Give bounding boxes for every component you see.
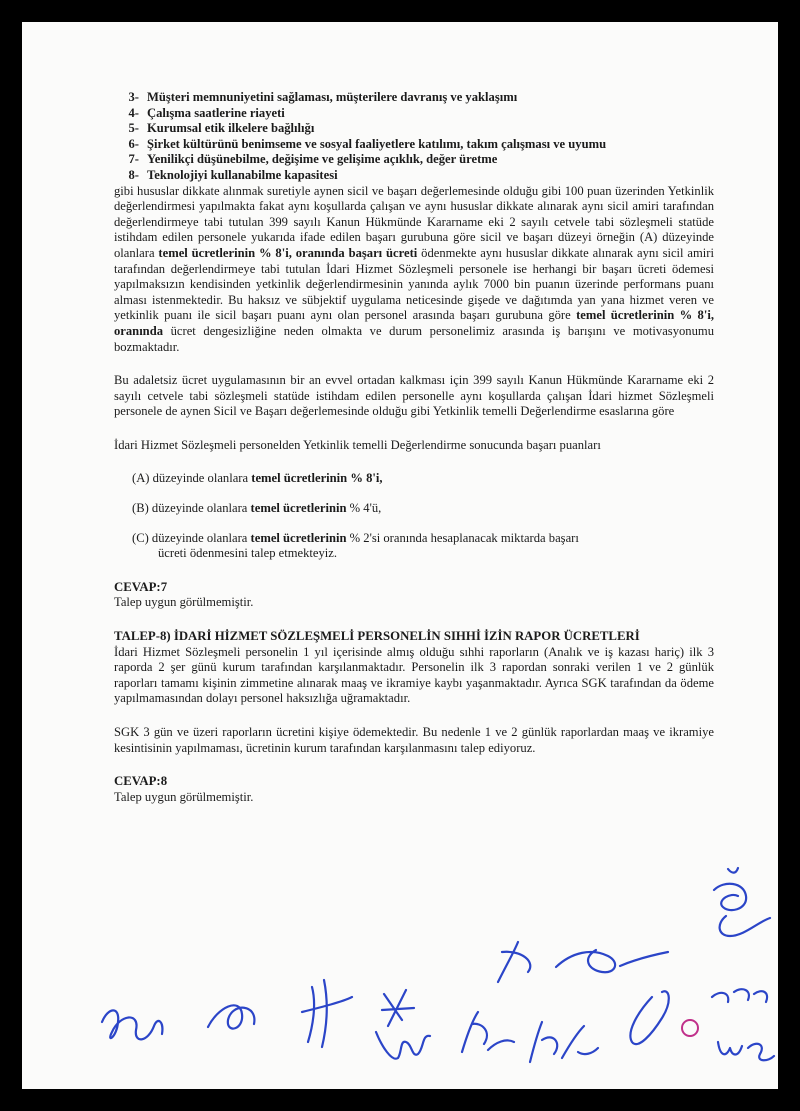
paragraph-evaluation: gibi hususlar dikkate alınmak suretiyle aynen sicil ve başarı değerlemesinde olduğu gibi 100 puan üzerinden Yetkinlik değerlendirmesi yapılmakta fakat aynı koşullarda çalışan ve aynı hususlar dikkate alınarak aynı sicil amiri tarafından değerlendirmeye tabi tutulan 399 sayılı Kanun Hükmünde Kararname eki 2 sayılı cetvele tabi sözleşmeli statüde istihdam edilen personele yukarıda ifade edilen başarı gurubuna göre sicil ve başarı düzeyi örneğin (A) düzeyinde olanlara temel ücretlerinin % 8'i, oranında başarı ücreti ödenmekte aynı hususlar dikkate alınarak aynı sicil amiri tarafından değerlendirmeye tabi tutulan İdari Hizmet Sözleşmeli personele ise herhangi bir başarı ücreti ödemesi yapılmaksızın kendisinden yetkinlik değerlendirmesinin yanında aylık 7000 bin puanın üzerinde performans puanı alması istenmektedir. Bu haksız ve sübjektif uygulama neticesinde gişede ve dağıtımda yan yana hizmet veren ve yetkinlik puanı ile sicil başarı puanı aynı olan personel arasında başarı gurubuna göre temel ücretlerinin % 8'i, oranında ücret dengesizliğine neden olmakta ve durum personelimiz arasında iş barışını ve motivasyonumu bozmaktadır. [114,183,714,354]
paragraph-request: Bu adaletsiz ücret uygulamasının bir an evvel ortadan kalkması için 399 sayılı Kanun Hükmünde Kararname eki 2 sayılı cetvele tabi sözleşmeli statüde istihdam edilen personelle aynı koşullarda çalışan İdari hizmet Sözleşmeli personele de aynen Sicil ve Başarı değerlemesinde olduğu gibi Yetkinlik temelli Değerlendirme esaslarına göre [114,373,714,419]
signature-14 [728,868,738,873]
option-c-continuation: ücreti ödenmesini talep etmekteyiz. [158,546,338,561]
stamp-mark [682,1020,698,1036]
document-page [22,22,778,1089]
signature-5 [376,1032,430,1059]
signature-4 [382,990,414,1026]
option-b: (B) düzeyinde olanlara temel ücretlerinin % 4'ü, [132,501,382,516]
signature-13 [718,1042,774,1060]
signature-11 [714,884,770,936]
signature-10 [630,991,668,1044]
signature-3 [302,980,352,1047]
list-item: 8- Teknolojiyi kullanabilme kapasitesi [128,167,338,182]
answer-7-text: Talep uygun görülmemiştir. [114,595,254,610]
list-item: 4- Çalışma saatlerine riayeti [128,105,285,120]
request-8-paragraph-2: SGK 3 gün ve üzeri raporların ücretini kişiye ödemektedir. Bu nedenle 1 ve 2 günlük raporlardan maaş ve ikramiye kesintisinin yapılmaması, ücretinin kurum tarafından karşılanmasını talep ediyoruz. [114,725,714,755]
criteria-list [114,90,714,184]
list-item: 7- Yenilikçi düşünebilme, değişime ve gelişime açıklık, değer üretme [128,152,498,167]
option-c: (C) düzeyinde olanlara temel ücretlerinin % 2'si oranında hesaplanacak miktarda başarı [132,530,579,545]
answer-8-text: Talep uygun görülmemiştir. [114,789,254,804]
paragraph-scores: İdari Hizmet Sözleşmeli personelden Yetkinlik temelli Değerlendirme sonucunda başarı puanları [114,437,601,452]
document-content [114,90,714,805]
request-8-paragraph: İdari Hizmet Sözleşmeli personelin 1 yıl içerisinde almış olduğu sıhhi raporların (Analık ve iş kazası hariç) ilk 3 raporda 2 şer günü kurum tarafından karşılanmaktadır. Personelin ilk 3 rapordan sonraki verilen 1 ve 2 günlük raporları tamamı kişinin zimmetine alınarak maaş ve ikramiye kaybı yaşanmaktadır. Ayrıca SGK tarafından da ödeme yapılmamasından dolayı personel haksızlığa uğramaktadır. [114,644,714,706]
list-item: 6- Şirket kültürünü benimseme ve sosyal faaliyetlere katılımı, takım çalışması ve uyumu [128,136,607,151]
signature-7 [498,942,530,982]
signature-8 [556,950,615,972]
list-item: 5- Kurumsal etik ilkelere bağlılığı [128,121,315,136]
signature-2 [208,1005,254,1028]
signature-15 [620,952,668,966]
answer-7-heading: CEVAP:7 [114,579,168,594]
option-a: (A) düzeyinde olanlara temel ücretlerinin % 8'i, [132,471,383,486]
signature-12 [712,989,767,1002]
signature-9 [530,1022,598,1062]
answer-8-heading: CEVAP:8 [114,774,168,789]
request-8-heading: TALEP-8) İDARİ HİZMET SÖZLEŞMELİ PERSONELİN SIHHİ İZİN RAPOR ÜCRETLERİ [114,629,640,644]
signature-6 [462,1012,514,1052]
list-item: 3- Müşteri memnuniyetini sağlaması, müşterilere davranış ve yaklaşımı [128,90,518,104]
signature-1 [102,1010,162,1039]
